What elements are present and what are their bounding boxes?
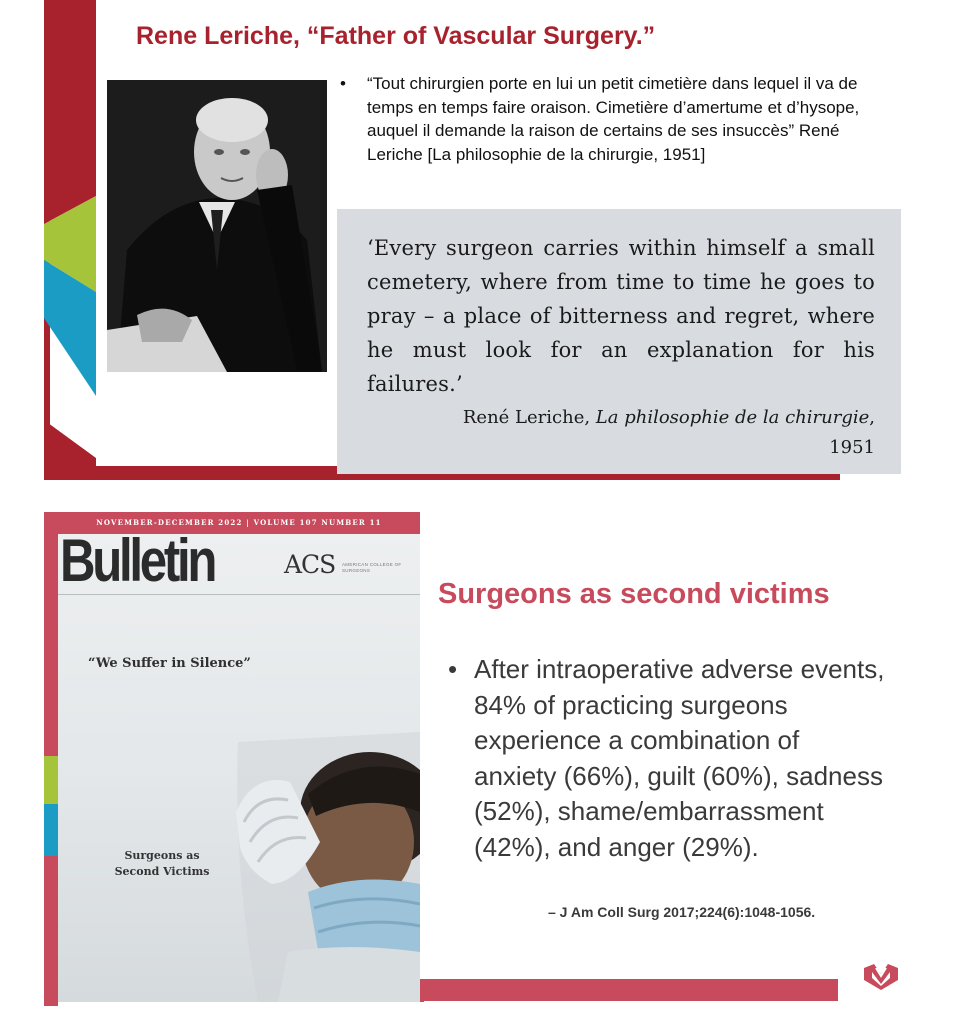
statistics-text: After intraoperative adverse events, 84% of practicing surgeons experience a combination of anxiety (66%), guilt (60%), sadness (52%), shame/embarrassment (42%), and anger (29%). xyxy=(474,654,885,862)
slide2-left-accent-bar xyxy=(44,512,58,1006)
slide2-bottom-accent-bar xyxy=(420,979,838,1001)
attribution-book-title: La philosophie de la chirurgie xyxy=(595,407,870,428)
citation: – J Am Coll Surg 2017;224(6):1048-1056. xyxy=(548,904,816,920)
english-quote-text: ‘Every surgeon carries within himself a small cemetery, where from time to time he goes to pray – a place of bitterness and regret, where he must look for an explanation for his failures.’ xyxy=(367,236,875,396)
attribution-author: René Leriche, xyxy=(462,407,596,428)
university-logo-icon xyxy=(862,962,900,990)
slide1-title: Rene Leriche, “Father of Vascular Surgery.” xyxy=(136,22,656,50)
quote-attribution xyxy=(367,403,875,463)
slide1-left-accent-bar xyxy=(44,0,96,480)
cover-quote: “We Suffer in Silence” xyxy=(88,656,251,671)
attribution-year: 1951 xyxy=(829,437,875,458)
cover-masthead: Bulletin xyxy=(60,527,215,594)
bullet-marker: • xyxy=(340,74,346,93)
attribution-separator: , xyxy=(869,407,875,428)
bullet-marker: • xyxy=(448,654,458,684)
cover-issue-line: NOVEMBER-DECEMBER 2022 | VOLUME 107 NUMBER 11 xyxy=(58,512,420,534)
cover-caption: Surgeons as Second Victims xyxy=(114,849,210,878)
cover-divider xyxy=(58,594,420,595)
french-quote-text: “Tout chirurgien porte en lui un petit cimetière dans lequel il va de temps en temps faire oraison. Cimetière d’amertume et d’hysope, auquel il demande la raison de certains de ses insuccès” René Leriche [La philosophie de la chirurgie, 1951] xyxy=(367,74,860,164)
english-quote-box xyxy=(337,209,901,474)
slide-leriche xyxy=(0,0,960,490)
slide-second-victims xyxy=(0,506,960,1006)
leriche-portrait-photo xyxy=(107,80,327,372)
acs-name: AMERICAN COLLEGE OF SURGEONS xyxy=(342,562,402,573)
bulletin-magazine-cover xyxy=(58,512,420,1002)
french-quote-bullet xyxy=(340,72,860,166)
statistics-bullet xyxy=(448,652,888,865)
slide2-title: Surgeons as second victims xyxy=(438,578,830,610)
acs-logo: ACS xyxy=(284,550,336,579)
